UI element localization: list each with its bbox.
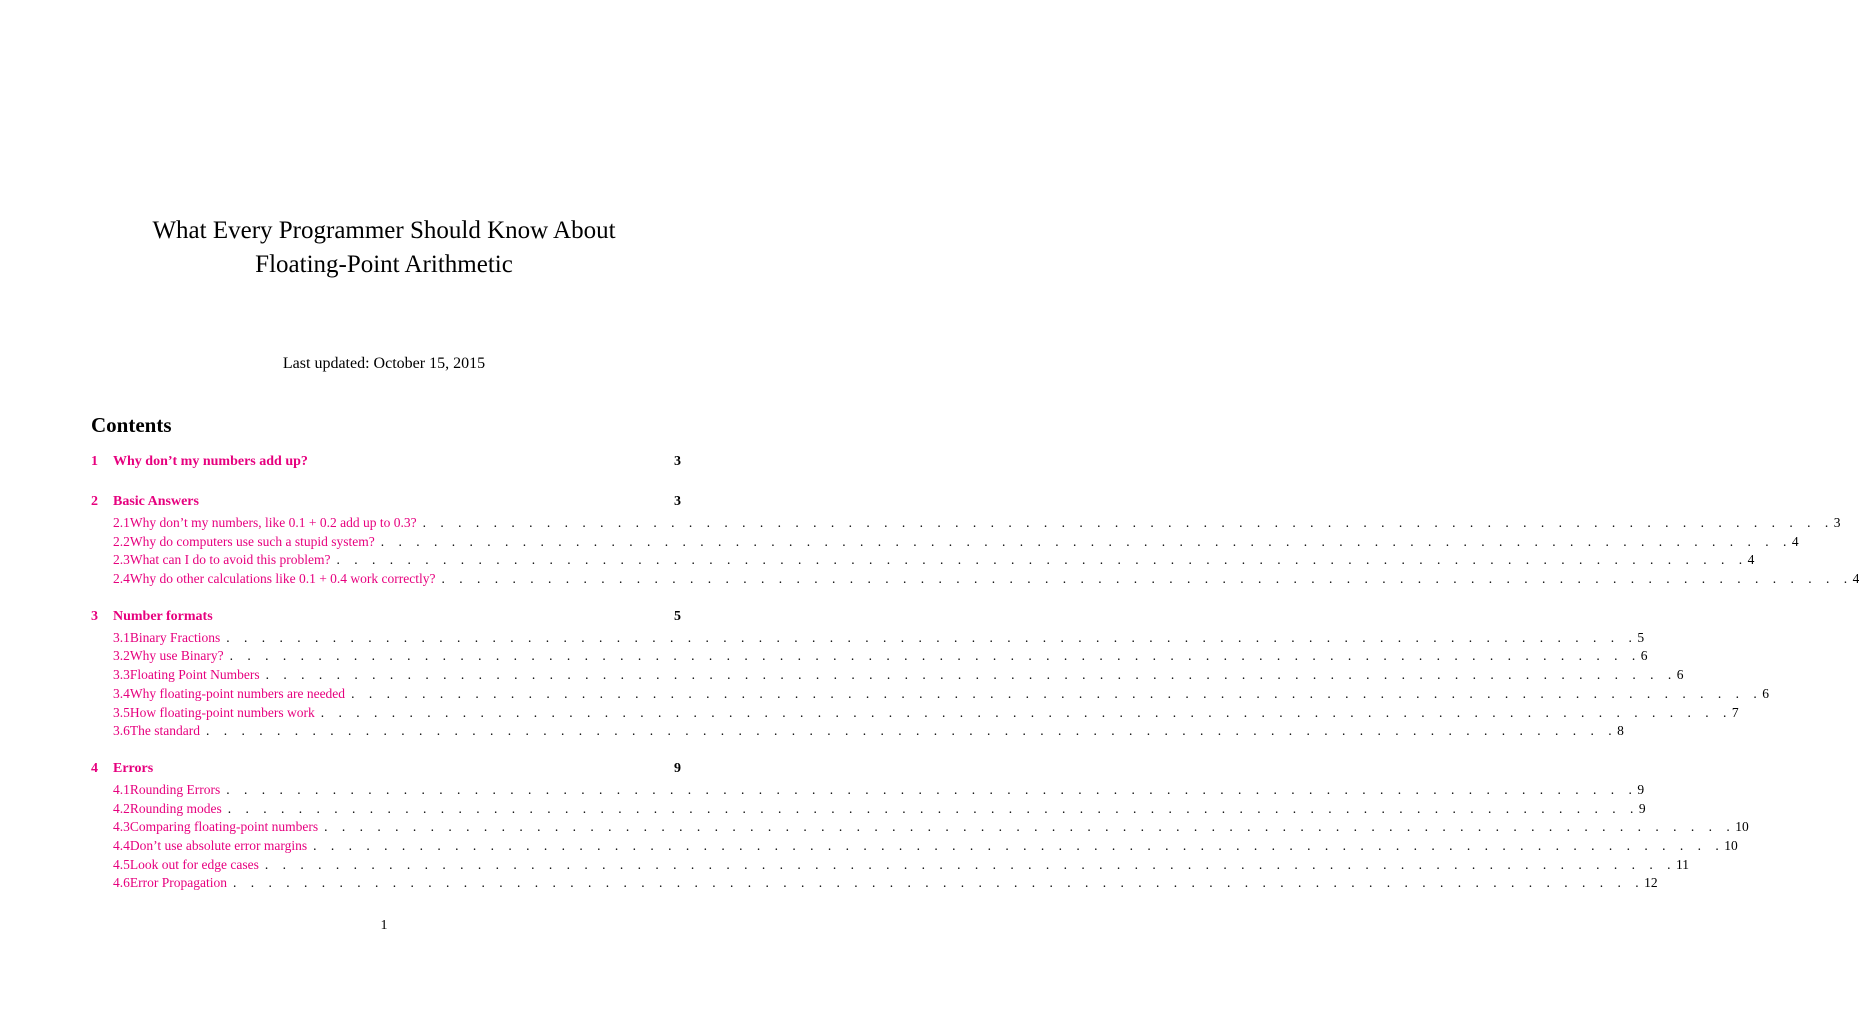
toc-subsection-link[interactable]: Comparing floating-point numbers [129,819,319,835]
toc-section-link[interactable]: Basic Answers [113,494,199,509]
toc-subsection-link[interactable]: How floating-point numbers work [129,704,315,720]
toc-subsection-entry[interactable] [91,666,1684,685]
toc-subsection-entry[interactable] [91,647,1648,666]
toc-subsection-number[interactable]: 4.4 [113,837,130,853]
toc-subsection-link[interactable]: Why don’t my numbers, like 0.1 + 0.2 add up to 0.3? [129,515,417,530]
toc-dot-leader: . . . . . . . . . . . . . . . . . . . . . . . . . . . . . . . . . . . . . . . . . . . . . . . . . . . . . . . . . . . . . . . . . . . . . . . . . . . . . . . . [422,515,1834,530]
toc-subsection-link[interactable]: The standard [129,723,200,739]
toc-section-gap [91,589,681,605]
toc-subsection-page: 6 [1640,648,1648,664]
toc-dot-leader: . . . . . . . . . . . . . . . . . . . . . . . . . . . . . . . . . . . . . . . . . . . . . . . . . . . . . . . . . . . . . . . . . . . . . . . . . . . . . . . . [227,800,1639,816]
toc-subsection-number[interactable]: 4.3 [113,819,130,835]
toc-section-gap [91,741,681,757]
toc-subsection-number[interactable]: 2.2 [113,533,130,549]
toc-section-page: 3 [674,454,681,469]
toc-section-link[interactable]: Why don’t my numbers add up? [113,454,308,469]
toc-subsection-page: 8 [1617,723,1624,739]
toc-subsection-number[interactable]: 4.6 [113,875,130,891]
document-title-line-2: Floating-Point Arithmetic [255,251,513,278]
toc-section-page: 5 [674,608,681,624]
toc-section [91,450,681,474]
toc-subsection-page: 5 [1637,629,1645,645]
toc-subsection-entry[interactable] [91,722,1624,741]
toc-section-entry[interactable] [91,757,681,781]
toc-subsection-number[interactable]: 3.5 [113,704,130,720]
table-of-contents [91,450,1859,893]
toc-subsection-entry[interactable] [91,704,1739,723]
toc-subsection-entry[interactable] [91,551,1755,570]
toc-subsection-page: 4 [1791,533,1799,549]
toc-subsection-entry[interactable] [91,570,1859,589]
toc-section-entry[interactable] [91,605,681,629]
toc-subsection-entry[interactable] [91,533,1799,552]
toc-dot-leader: . . . . . . . . . . . . . . . . . . . . . . . . . . . . . . . . . . . . . . . . . . . . . . . . . . . . . . . . . . . . . . . . . . . . . . . . . . . . . . . . [226,629,1638,645]
toc-subsection-link[interactable]: Look out for edge cases [129,856,259,872]
toc-subsection-link[interactable]: Binary Fractions [129,629,221,645]
toc-dot-leader: . . . . . . . . . . . . . . . . . . . . . . . . . . . . . . . . . . . . . . . . . . . . . . . . . . . . . . . . . . . . . . . . . . . . . . . . . . . . . . . . [226,781,1638,797]
toc-subsection-number[interactable]: 4.1 [113,781,130,797]
toc-section [91,605,1769,741]
toc-dot-leader: . . . . . . . . . . . . . . . . . . . . . . . . . . . . . . . . . . . . . . . . . . . . . . . . . . . . . . . . . . . . . . . . . . . . . . . . . . . . . . . . [351,685,1763,701]
document-title [0,214,768,282]
toc-section-entry[interactable] [91,450,681,474]
toc-section-page: 3 [674,494,681,509]
toc-subsection-page: 10 [1735,819,1749,835]
toc-subsection-page: 12 [1644,875,1658,891]
toc-subsection-link[interactable]: Why do computers use such a stupid system? [129,533,375,549]
toc-dot-leader: . . . . . . . . . . . . . . . . . . . . . . . . . . . . . . . . . . . . . . . . . . . . . . . . . . . . . . . . . . . . . . . . . . . . . . . . . . . . . . . . [380,533,1792,549]
toc-subsection-entry[interactable] [91,837,1738,856]
toc-subsection-number[interactable]: 4.5 [113,856,130,872]
toc-subsection-number[interactable]: 3.2 [113,648,130,664]
toc-subsection-number[interactable]: 3.4 [113,685,130,701]
toc-dot-leader: . . . . . . . . . . . . . . . . . . . . . . . . . . . . . . . . . . . . . . . . . . . . . . . . . . . . . . . . . . . . . . . . . . . . . . . . . . . . . . . . [232,875,1645,891]
toc-subsection-entry[interactable] [91,514,1841,533]
toc-subsection-link[interactable]: Error Propagation [129,875,227,891]
toc-subsection-number[interactable]: 4.2 [113,800,130,816]
toc-subsection-entry[interactable] [91,856,1689,875]
toc-section [91,490,1859,589]
toc-subsection-entry[interactable] [91,818,1749,837]
toc-subsection-number[interactable]: 2.3 [113,552,130,568]
toc-subsection-page: 6 [1762,685,1769,701]
toc-subsection-link[interactable]: Why floating-point numbers are needed [129,685,346,701]
toc-dot-leader: . . . . . . . . . . . . . . . . . . . . . . . . . . . . . . . . . . . . . . . . . . . . . . . . . . . . . . . . . . . . . . . . . . . . . . . . . . . . . . . . [265,667,1677,683]
toc-dot-leader: . . . . . . . . . . . . . . . . . . . . . . . . . . . . . . . . . . . . . . . . . . . . . . . . . . . . . . . . . . . . . . . . . . . . . . . . . . . . . . . . [324,819,1736,835]
page-number: 1 [380,918,388,933]
toc-subsection-link[interactable]: Rounding Errors [129,781,221,797]
toc-section-entry[interactable] [91,490,681,514]
toc-subsection-page: 4 [1852,571,1859,587]
toc-dot-leader: . . . . . . . . . . . . . . . . . . . . . . . . . . . . . . . . . . . . . . . . . . . . . . . . . . . . . . . . . . . . . . . . . . . . . . . . . . . . . . . . [320,704,1732,720]
toc-subsection-number[interactable]: 2.4 [113,571,130,587]
toc-subsection-link[interactable]: Don’t use absolute error margins [129,837,308,853]
toc-subsection-entry[interactable] [91,629,1645,648]
toc-dot-leader: . . . . . . . . . . . . . . . . . . . . . . . . . . . . . . . . . . . . . . . . . . . . . . . . . . . . . . . . . . . . . . . . . . . . . . . . . . . . . . . . [205,723,1618,739]
toc-subsection-page: 3 [1833,515,1841,530]
toc-section [91,757,1749,893]
toc-subsection-link[interactable]: Rounding modes [129,800,222,816]
toc-dot-leader: . . . . . . . . . . . . . . . . . . . . . . . . . . . . . . . . . . . . . . . . . . . . . . . . . . . . . . . . . . . . . . . . . . . . . . . . . . . . . . . . [313,837,1725,853]
toc-dot-leader: . . . . . . . . . . . . . . . . . . . . . . . . . . . . . . . . . . . . . . . . . . . . . . . . . . . . . . . . . . . . . . . . . . . . . . . . . . . . . . . . [229,648,1641,664]
toc-subsection-entry[interactable] [91,781,1645,800]
toc-subsection-link[interactable]: Why use Binary? [129,648,224,664]
toc-subsection-page: 9 [1638,800,1646,816]
toc-subsection-number[interactable]: 3.3 [113,667,130,683]
contents-heading: Contents [91,413,172,437]
toc-subsection-page: 11 [1675,856,1689,872]
toc-section-link[interactable]: Errors [113,760,154,776]
toc-subsection-number[interactable]: 3.1 [113,629,130,645]
toc-dot-leader: . . . . . . . . . . . . . . . . . . . . . . . . . . . . . . . . . . . . . . . . . . . . . . . . . . . . . . . . . . . . . . . . . . . . . . . . . . . . . . . . [336,552,1748,568]
toc-subsection-link[interactable]: Floating Point Numbers [129,667,260,683]
toc-subsection-page: 10 [1724,837,1738,853]
toc-subsection-link[interactable]: What can I do to avoid this problem? [129,552,331,568]
toc-subsection-entry[interactable] [91,685,1769,704]
last-updated-date: Last updated: October 15, 2015 [282,355,486,372]
toc-section-link[interactable]: Number formats [113,608,213,624]
toc-subsection-number[interactable]: 2.1 [113,515,130,530]
toc-subsection-page: 9 [1637,781,1645,797]
toc-subsection-number[interactable]: 3.6 [113,723,130,739]
toc-subsection-link[interactable]: Why do other calculations like 0.1 + 0.4 work correctly? [129,571,436,587]
toc-section-number[interactable]: 4 [91,760,98,776]
toc-subsection-page: 7 [1731,704,1739,720]
toc-subsection-entry[interactable] [91,800,1646,819]
toc-section-page: 9 [674,760,681,776]
toc-subsection-page: 4 [1747,552,1755,568]
toc-dot-leader: . . . . . . . . . . . . . . . . . . . . . . . . . . . . . . . . . . . . . . . . . . . . . . . . . . . . . . . . . . . . . . . . . . . . . . . . . . . . . . . . [264,856,1676,872]
toc-dot-leader: . . . . . . . . . . . . . . . . . . . . . . . . . . . . . . . . . . . . . . . . . . . . . . . . . . . . . . . . . . . . . . . . . . . . . . . . . . . . . . . . [441,571,1853,587]
document-title-line-1: What Every Programmer Should Know About [152,217,616,244]
toc-section-number[interactable]: 3 [91,608,98,624]
toc-section-number[interactable]: 1 [91,454,98,469]
toc-subsection-entry[interactable] [91,874,1658,893]
toc-subsection-page: 6 [1676,667,1684,683]
toc-section-gap [91,474,681,490]
toc-section-number[interactable]: 2 [91,494,98,509]
